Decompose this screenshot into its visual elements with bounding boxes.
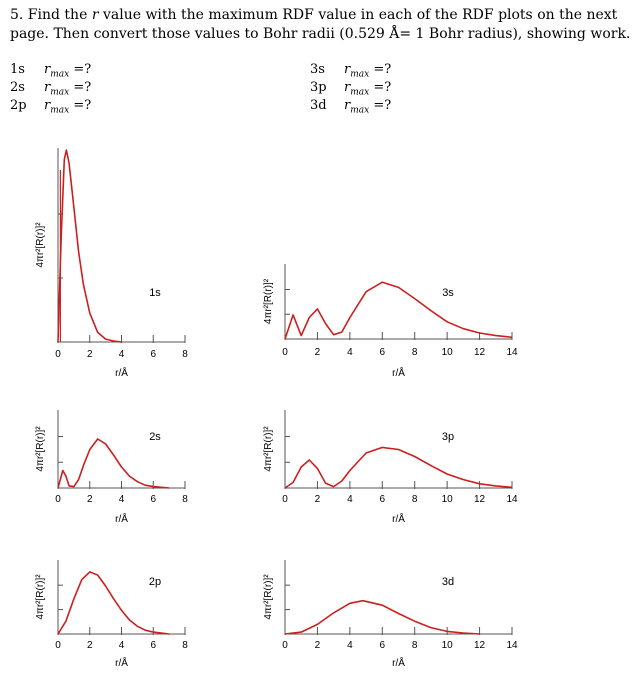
rdf-curve: [285, 282, 512, 339]
x-axis-label: r/Å: [392, 368, 405, 379]
x-tick-label: 12: [474, 347, 486, 358]
x-axis-label: r/Å: [115, 658, 128, 669]
answer-value: =?: [73, 98, 92, 113]
orbital-label: 3s: [310, 62, 325, 77]
x-tick-label: 0: [55, 349, 61, 360]
rdf-chart-2s: [35, 410, 188, 525]
x-tick-label: 6: [150, 494, 157, 505]
x-tick-label: 0: [282, 347, 288, 358]
rmax-label: $r_{max}$: [44, 62, 70, 80]
orbital-label: 2s: [10, 80, 25, 95]
x-tick-label: 10: [441, 347, 453, 358]
rdf-chart-3p: [263, 410, 518, 525]
chart-title: 1s: [149, 287, 161, 299]
x-axis-label: r/Å: [115, 514, 128, 525]
x-tick-label: 2: [86, 494, 93, 505]
rdf-chart-1s: [35, 148, 188, 379]
chart-title: 3p: [441, 431, 455, 443]
y-axis-label: 4πr²[R(r)]²: [263, 278, 274, 325]
x-tick-label: 8: [411, 640, 418, 651]
x-tick-label: 8: [411, 347, 418, 358]
x-tick-label: 8: [411, 494, 418, 505]
x-tick-label: 8: [182, 494, 188, 505]
orbital-label: 1s: [10, 62, 25, 77]
answer-value: =?: [373, 62, 392, 77]
answer-value: =?: [73, 80, 92, 95]
x-tick-label: 10: [441, 494, 453, 505]
x-tick-label: 0: [55, 640, 61, 651]
orbital-label: 3d: [310, 98, 327, 113]
orbital-label: 3p: [310, 80, 327, 95]
x-tick-label: 6: [379, 640, 386, 651]
x-tick-label: 4: [347, 494, 353, 505]
rmax-label: $r_{max}$: [344, 98, 370, 116]
rdf-curve: [58, 150, 122, 342]
chart-title: 2s: [149, 431, 161, 443]
x-tick-label: 6: [150, 349, 157, 360]
chart-title: 3s: [442, 287, 454, 299]
x-tick-label: 8: [182, 349, 188, 360]
rmax-label: $r_{max}$: [44, 80, 70, 98]
x-tick-label: 2: [314, 494, 321, 505]
rmax-label: $r_{max}$: [44, 98, 70, 116]
x-tick-label: 4: [347, 347, 353, 358]
rmax-label: $r_{max}$: [344, 62, 370, 80]
rmax-label: $r_{max}$: [344, 80, 370, 98]
rdf-curve: [285, 447, 512, 488]
x-tick-label: 0: [282, 640, 288, 651]
y-axis-label: 4πr²[R(r)]²: [263, 426, 274, 472]
x-tick-label: 2: [86, 349, 93, 360]
answer-value: =?: [373, 80, 392, 95]
x-tick-label: 6: [150, 640, 157, 651]
x-tick-label: 2: [86, 640, 93, 651]
rdf-curve: [58, 439, 169, 488]
x-tick-label: 2: [314, 640, 321, 651]
y-axis-label: 4πr²[R(r)]²: [35, 426, 46, 472]
x-tick-label: 8: [182, 640, 188, 651]
x-tick-label: 12: [474, 640, 486, 651]
x-tick-label: 14: [506, 494, 518, 505]
x-tick-label: 4: [118, 640, 125, 651]
rdf-chart-2p: [35, 560, 188, 669]
x-tick-label: 4: [347, 640, 353, 651]
x-tick-label: 14: [506, 347, 518, 358]
answer-value: =?: [373, 98, 392, 113]
rdf-chart-3d: [263, 560, 518, 669]
y-axis-label: 4πr²[R(r)]²: [263, 574, 274, 620]
y-axis-label: 4πr²[R(r)]²: [35, 574, 46, 620]
orbital-label: 2p: [10, 98, 27, 113]
question-part-b: value with the maximum RDF value in each of the RDF plots on the next page. Then convert those values to Bohr radii (0.529 Å= 1 Bohr radius), showing work.: [10, 7, 631, 42]
rdf-chart-3s: [263, 264, 518, 379]
chart-title: 3d: [441, 576, 455, 588]
x-tick-label: 14: [506, 640, 518, 651]
question-var-r: r: [91, 7, 99, 23]
x-tick-label: 6: [379, 494, 386, 505]
x-axis-label: r/Å: [392, 514, 405, 525]
x-tick-label: 2: [314, 347, 321, 358]
chart-title: 2p: [148, 576, 162, 588]
x-tick-label: 12: [474, 494, 486, 505]
x-tick-label: 6: [379, 347, 386, 358]
x-tick-label: 0: [55, 494, 61, 505]
x-tick-label: 0: [282, 494, 288, 505]
y-axis-label: 4πr²[R(r)]²: [35, 222, 46, 268]
x-tick-label: 4: [118, 349, 125, 360]
x-axis-label: r/Å: [392, 658, 405, 669]
answer-value: =?: [73, 62, 92, 77]
x-tick-label: 10: [441, 640, 453, 651]
x-axis-label: r/Å: [115, 368, 128, 379]
question-part-a: 5. Find the: [10, 7, 92, 23]
x-tick-label: 4: [118, 494, 125, 505]
